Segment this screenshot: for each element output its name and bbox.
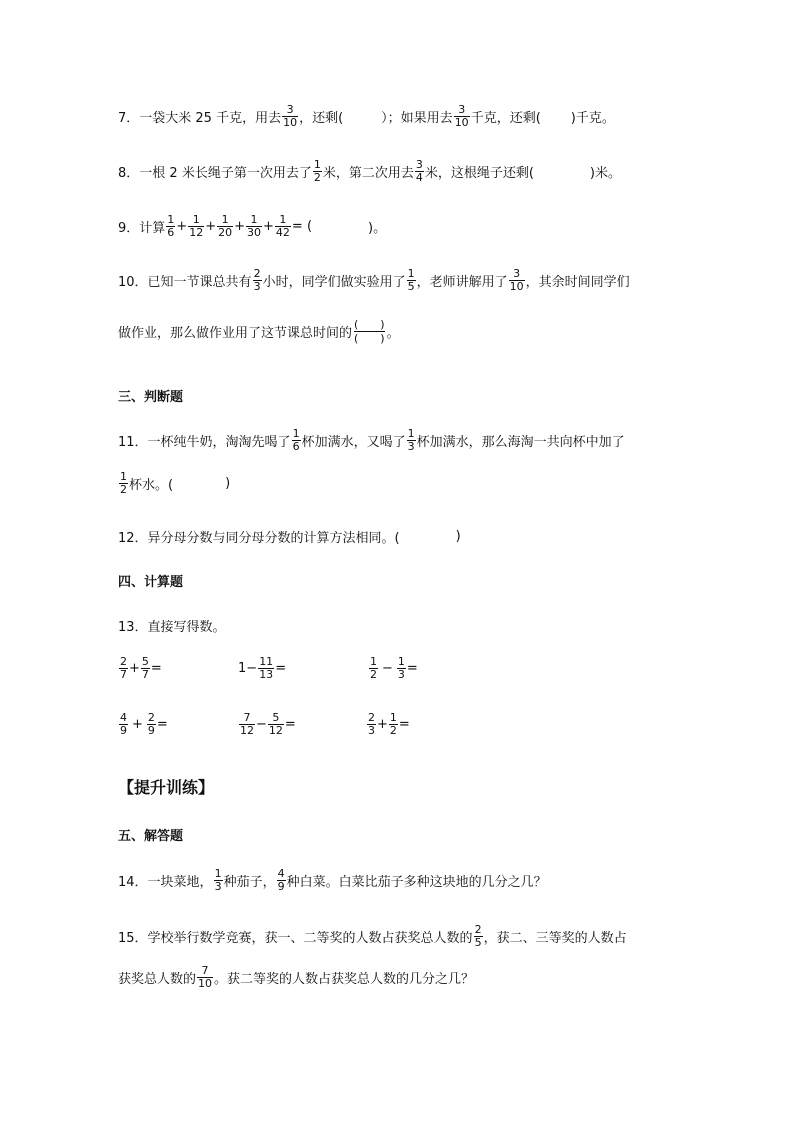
fraction: $\frac{5}{7}$ <box>141 655 149 681</box>
fraction: $\frac{1}{3}$ <box>214 867 222 893</box>
plus-sign: + <box>234 219 246 234</box>
question-14: 14． 一块菜地， $\frac{1}{3}$ 种茄子， $\frac{4}{9}$ 种白菜。白菜比茄子多种这块地的几分之几？ <box>118 867 547 893</box>
question-15-continued: 获奖总人数的 $\frac{7}{10}$ 。获二等奖的人数占获奖总人数的几分之几？ <box>118 964 475 990</box>
fraction: $\frac{1}{2}$ <box>120 470 127 496</box>
fraction: $\frac{7}{10}$ <box>198 964 213 990</box>
fraction: $\frac{1}{5}$ <box>407 267 415 293</box>
calc-item-3 <box>368 656 418 681</box>
equals-sign: = <box>275 661 287 676</box>
question-number: 14． <box>118 875 148 890</box>
fraction: $\frac{3}{10}$ <box>283 103 298 129</box>
section-heading-judgement: 三、判断题 <box>118 390 184 405</box>
fraction: $\frac{1}{42}$ <box>275 213 290 239</box>
fraction: $\frac{4}{9}$ <box>120 711 127 737</box>
fraction: $\frac{1}{6}$ <box>167 213 175 239</box>
fraction: $\frac{2}{5}$ <box>474 923 482 949</box>
equals-sign: = <box>406 661 418 676</box>
question-number: 12． <box>118 531 148 546</box>
question-7: 7． 一袋大米 25 千克，用去 $\frac{3}{10}$ ，还剩( ）；如果用去 $\frac{3}{10}$ 千克，还剩( )千克。 <box>118 103 615 129</box>
question-text: 异分母分数与同分母分数的计算方法相同。( <box>147 531 400 546</box>
operator: + <box>132 717 143 732</box>
fraction: $\frac{7}{12}$ <box>240 711 254 737</box>
fraction: $\frac{2}{9}$ <box>147 711 155 737</box>
question-text: 一块菜地， <box>147 875 213 890</box>
question-text: 一袋大米 25 千克，用去 <box>139 111 282 126</box>
question-number: 11． <box>118 435 148 450</box>
equals-sign: = <box>156 717 168 732</box>
fraction: $\frac{1}{12}$ <box>189 213 204 239</box>
question-text: 计算 <box>139 221 166 236</box>
question-number: 10． <box>118 275 148 290</box>
section-heading-answers: 五、解答题 <box>118 829 184 844</box>
fraction: $\frac{1}{3}$ <box>407 427 415 453</box>
question-9: 9． 计算 $\frac{1}{6}$ + $\frac{1}{12}$ + $\frac{1}{20}$ + $\frac{1}{30}$ + $\frac{1}{42}$ = ( )。 <box>118 213 387 239</box>
equals-sign: = <box>398 717 410 732</box>
fraction: $\frac{3}{10}$ <box>454 103 469 129</box>
fraction: $\frac{4}{9}$ <box>277 867 285 893</box>
calc-item-4 <box>118 712 168 737</box>
fraction: $\frac{1}{2}$ <box>389 711 397 737</box>
fraction: $\frac{1}{3}$ <box>397 655 405 681</box>
plus-sign: + <box>176 219 188 234</box>
question-13 <box>118 616 226 635</box>
question-11-continued: $\frac{1}{2}$ 杯水。( ) <box>120 470 231 496</box>
fraction: $\frac{5}{12}$ <box>268 711 283 737</box>
fraction: $\frac{1}{6}$ <box>292 427 300 453</box>
fraction: $\frac{1}{30}$ <box>247 213 262 239</box>
question-text: 已知一节课总共有 <box>147 275 252 290</box>
operator: − <box>382 661 393 676</box>
question-15: 15． 学校举行数学竞赛，获一、二等奖的人数占获奖总人数的 $\frac{2}{5}$ ，获二、三等奖的人数占 <box>118 923 627 949</box>
fraction: $\frac{2}{3}$ <box>368 711 375 737</box>
calc-item-6 <box>366 712 410 737</box>
question-number: 7． <box>118 111 140 126</box>
equals-sign: = <box>284 717 296 732</box>
question-11: 11． 一杯纯牛奶，淘淘先喝了 $\frac{1}{6}$ 杯加满水，又喝了 $\frac{1}{3}$ 杯加满水，那么海淘一共向杯中加了 <box>118 427 625 453</box>
question-text: 直接写得数。 <box>147 620 226 635</box>
question-text: 一根 2 米长绳子第一次用去了 <box>139 166 312 181</box>
fraction: $\frac{3}{10}$ <box>509 267 524 293</box>
question-number: 8． <box>118 166 140 181</box>
calc-item-2 <box>238 656 286 681</box>
question-text: 学校举行数学竞赛，获一、二等奖的人数占获奖总人数的 <box>147 931 473 946</box>
question-number: 9． <box>118 221 140 236</box>
calc-item-5 <box>238 712 296 737</box>
fraction: $\frac{1}{2}$ <box>313 158 321 184</box>
operator: + <box>377 717 388 732</box>
question-number: 15． <box>118 931 148 946</box>
fraction: $\frac{1}{2}$ <box>370 655 377 681</box>
plus-sign: + <box>205 219 217 234</box>
question-8: 8． 一根 2 米长绳子第一次用去了 $\frac{1}{2}$ 米，第二次用去 $\frac{3}{4}$ 米，这根绳子还剩( )米。 <box>118 158 621 184</box>
section-heading-calculation: 四、计算题 <box>118 575 184 590</box>
operator: − <box>256 717 267 732</box>
question-text: 一杯纯牛奶，淘淘先喝了 <box>147 435 291 450</box>
fraction: $\frac{1}{20}$ <box>218 213 233 239</box>
operator: − <box>246 661 258 676</box>
calc-item-1 <box>118 656 162 681</box>
fraction: $\frac{3}{4}$ <box>415 158 423 184</box>
question-12: 12． 异分母分数与同分母分数的计算方法相同。( ) <box>118 529 461 546</box>
plus-sign: + <box>263 219 274 234</box>
question-number: 13． <box>118 620 148 635</box>
fraction: $\frac{11}{13}$ <box>259 655 274 681</box>
fraction: $\frac{2}{3}$ <box>253 267 261 293</box>
question-10-continued: 做作业，那么做作业用了这节课总时间的 $\frac{( )}{( )}$ 。 <box>118 318 400 345</box>
question-10: 10． 已知一节课总共有 $\frac{2}{3}$ 小时，同学们做实验用了 $\frac{1}{5}$ ，老师讲解用了 $\frac{3}{10}$ ，其余时间同学们 <box>118 267 630 293</box>
operator: + <box>129 661 140 676</box>
training-heading: 【提升训练】 <box>118 778 215 797</box>
whole-number: 1 <box>238 661 247 676</box>
fraction: $\frac{2}{7}$ <box>120 655 127 681</box>
answer-fraction-blank[interactable]: $\frac{( )}{( )}$ <box>354 318 385 345</box>
equals-sign: = <box>150 661 162 676</box>
